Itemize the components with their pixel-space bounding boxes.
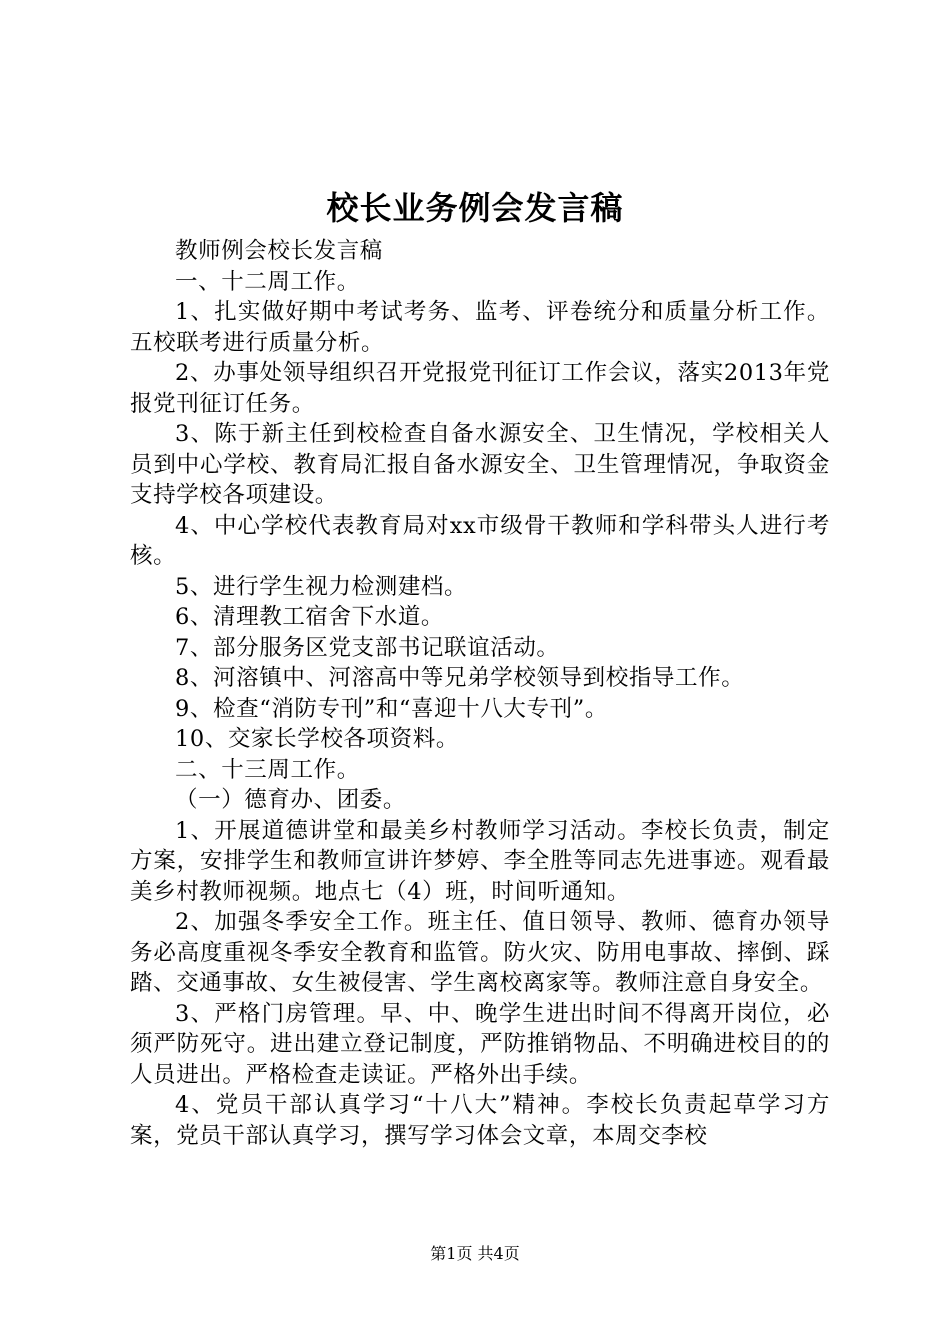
paragraph: 7、部分服务区党支部书记联谊活动。 <box>175 634 560 661</box>
paragraph: 2、办事处领导组织召开党报党刊征订工作会议，落实2013年党报党刊征订任务。 <box>130 360 830 417</box>
paragraph: 6、清理教工宿舍下水道。 <box>175 604 445 630</box>
paragraph: 3、陈于新主任到校检查自备水源安全、卫生情况，学校相关人员到中心学校、教育局汇报自备水源安全、卫生管理情况，争取资金支持学校各项建设。 <box>130 421 830 508</box>
paragraph: （一）德育办、团委。 <box>175 787 407 813</box>
document-title: 校长业务例会发言稿 <box>326 189 624 227</box>
page-footer: 第1页 共4页 <box>430 1244 520 1263</box>
paragraph: 4、党员干部认真学习“十八大”精神。李校长负责起草学习方案，党员干部认真学习，撰写学习体会文章，本周交李校 <box>130 1092 830 1149</box>
paragraph: 10、交家长学校各项资料。 <box>175 726 459 752</box>
paragraph: 9、检查“消防专刊”和“喜迎十八大专刊”。 <box>175 695 608 722</box>
paragraph: 二、十三周工作。 <box>175 756 360 783</box>
paragraph: 2、加强冬季安全工作。班主任、值日领导、教师、德育办领导务必高度重视冬季安全教育和监管。防火灾、防用电事故、摔倒、踩踏、交通事故、女生被侵害、学生离校离家等。教师注意自身安全。 <box>130 909 830 996</box>
paragraph: 一、十二周工作。 <box>175 268 360 295</box>
document-body <box>130 236 830 1151</box>
paragraph: 5、进行学生视力检测建档。 <box>175 573 468 600</box>
paragraph: 教师例会校长发言稿 <box>175 238 383 264</box>
paragraph: 8、河溶镇中、河溶高中等兄弟学校领导到校指导工作。 <box>175 665 745 691</box>
paragraph: 1、扎实做好期中考试考务、监考、评卷统分和质量分析工作。五校联考进行质量分析。 <box>130 299 830 356</box>
paragraph: 1、开展道德讲堂和最美乡村教师学习活动。李校长负责，制定方案，安排学生和教师宣讲许梦婷、李全胜等同志先进事迹。观看最美乡村教师视频。地点七（4）班，时间听通知。 <box>130 817 830 905</box>
paragraph: 4、中心学校代表教育局对xx市级骨干教师和学科带头人进行考核。 <box>130 512 830 569</box>
paragraph: 3、严格门房管理。早、中、晚学生进出时间不得离开岗位，必须严防死守。进出建立登记制度，严防推销物品、不明确进校目的的人员进出。严格检查走读证。严格外出手续。 <box>130 1000 830 1088</box>
